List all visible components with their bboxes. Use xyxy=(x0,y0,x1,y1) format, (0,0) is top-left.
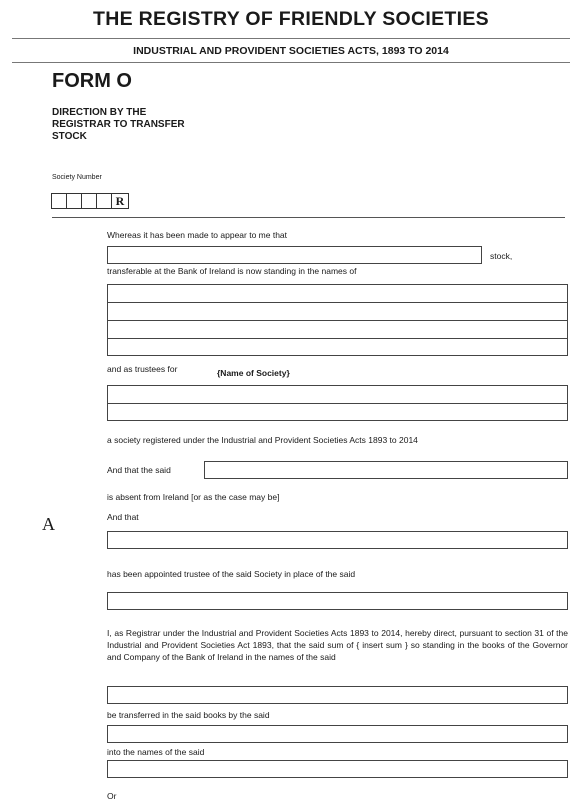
and-that-text: And that xyxy=(107,512,139,522)
society-name-field[interactable] xyxy=(108,386,567,404)
current-name-field[interactable] xyxy=(108,285,567,303)
acts-subtitle: INDUSTRIAL AND PROVIDENT SOCIETIES ACTS, 1893 TO 2014 xyxy=(133,45,449,57)
transferor-field[interactable] xyxy=(107,725,568,743)
stock-description-field[interactable] xyxy=(107,246,482,264)
society-number-label: Society Number xyxy=(52,174,102,181)
transferee-field[interactable] xyxy=(107,760,568,778)
name-of-society-label: {Name of Society} xyxy=(217,368,290,378)
be-transferred-text: be transferred in the said books by the said xyxy=(107,710,270,720)
society-number-digit-box[interactable] xyxy=(51,193,66,209)
form-description xyxy=(52,107,232,143)
current-names-table xyxy=(107,284,568,356)
section-divider xyxy=(52,217,565,218)
absent-text: is absent from Ireland [or as the case may be] xyxy=(107,492,280,502)
society-name-table xyxy=(107,385,568,421)
appointed-text: has been appointed trustee of the said Society in place of the said xyxy=(107,569,356,579)
whereas-text: Whereas it has been made to appear to me that xyxy=(107,230,288,240)
trustees-for-text: and as trustees for xyxy=(107,364,178,374)
society-name-field[interactable] xyxy=(108,404,567,420)
society-number-field[interactable] xyxy=(51,193,129,209)
form-description-line: DIRECTION BY THE xyxy=(52,107,147,118)
and-that-the-said-text: And that the said xyxy=(107,465,171,475)
registrar-direction-text: I, as Registrar under the Industrial and Provident Societies Acts 1893 to 2014, hereby direct, pursuant to section 31 of the Industrial and Provident Societies Act 1893, that the said sum of { insert sum } so standing in the books of the Governor and Company of the Bank of Ireland in the names of the said xyxy=(107,628,568,662)
society-number-digit-box[interactable] xyxy=(81,193,96,209)
into-names-text: into the names of the said xyxy=(107,747,205,757)
society-registered-text: a society registered under the Industrial and Provident Societies Acts 1893 to 2014 xyxy=(107,435,418,445)
current-name-field[interactable] xyxy=(108,321,567,339)
registry-title: THE REGISTRY OF FRIENDLY SOCIETIES xyxy=(93,8,489,30)
replaced-trustee-field[interactable] xyxy=(107,592,568,610)
or-text: Or xyxy=(107,791,117,801)
current-name-field[interactable] xyxy=(108,303,567,321)
current-name-field[interactable] xyxy=(108,339,567,355)
title-divider xyxy=(12,38,570,39)
form-title: FORM O xyxy=(52,70,132,92)
society-number-digit-box[interactable] xyxy=(96,193,111,209)
subtitle-divider xyxy=(12,62,570,63)
society-number-digit-box[interactable] xyxy=(66,193,81,209)
margin-marker: A xyxy=(42,514,55,534)
form-description-line: STOCK xyxy=(52,131,87,142)
stock-label: stock, xyxy=(490,251,513,261)
new-trustee-field[interactable] xyxy=(107,531,568,549)
said-names-field[interactable] xyxy=(107,686,568,704)
absent-trustee-field[interactable] xyxy=(204,461,568,479)
form-description-line: REGISTRAR TO TRANSFER xyxy=(52,119,185,130)
society-number-suffix: R xyxy=(111,193,129,209)
transferable-text: transferable at the Bank of Ireland is now standing in the names of xyxy=(107,266,357,276)
